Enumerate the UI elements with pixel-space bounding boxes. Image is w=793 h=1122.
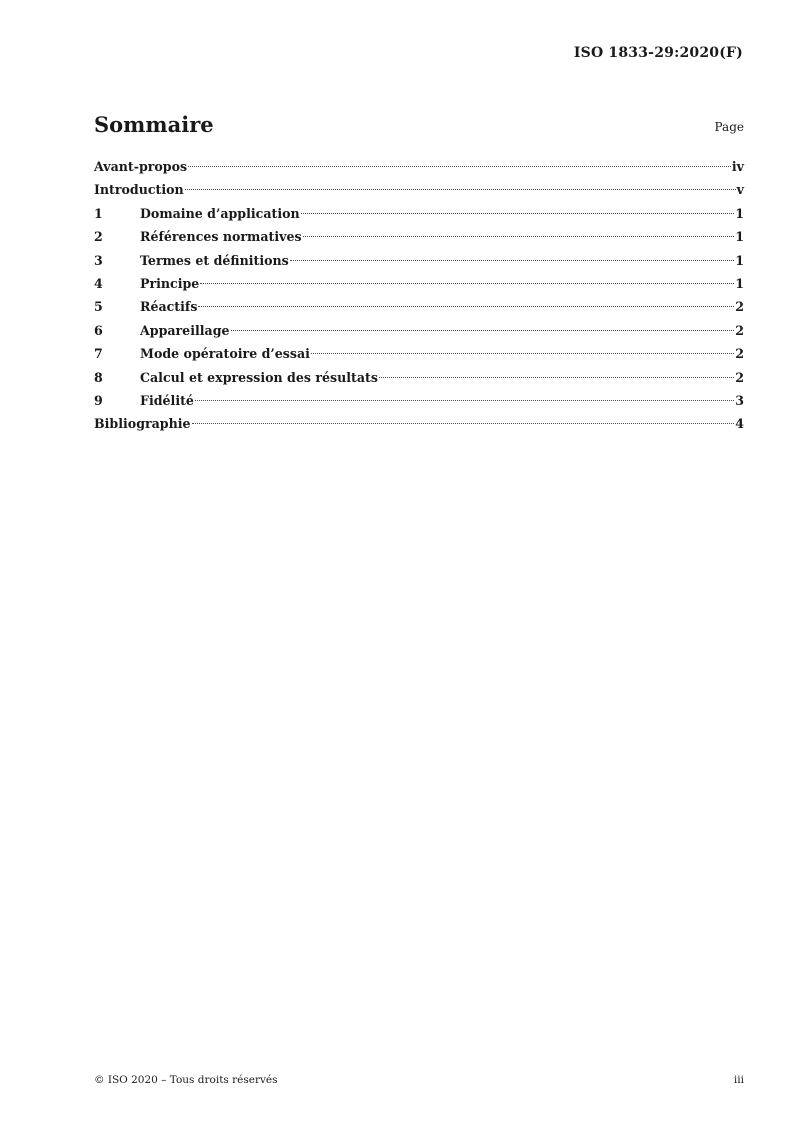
toc-entry-references-normatives[interactable] xyxy=(94,225,744,248)
toc-entry-reactifs[interactable] xyxy=(94,295,744,318)
toc-entry-page: 1 xyxy=(735,229,744,245)
toc-entry-avant-propos[interactable] xyxy=(94,155,744,178)
toc-entry-page: 4 xyxy=(735,416,744,432)
toc-entry-label: Principe xyxy=(140,275,200,291)
document-reference: ISO 1833-29:2020(F) xyxy=(573,45,743,61)
dot-leader xyxy=(301,213,735,214)
toc-entry-bibliographie[interactable] xyxy=(94,412,744,435)
toc-entry-label: Références normatives xyxy=(140,229,302,245)
dot-leader xyxy=(311,353,734,354)
toc-entry-page: 2 xyxy=(735,369,744,385)
dot-leader xyxy=(303,236,735,237)
toc-heading xyxy=(94,112,744,142)
toc-entry-page: 2 xyxy=(735,299,744,315)
dot-leader xyxy=(379,377,734,378)
toc-entry-calcul-resultats[interactable] xyxy=(94,366,744,389)
toc-page-column-label: Page xyxy=(714,120,744,134)
dot-leader xyxy=(290,260,734,261)
toc-entry-principe[interactable] xyxy=(94,272,744,295)
dot-leader xyxy=(195,400,734,401)
toc-entry-page: 1 xyxy=(735,252,744,268)
toc-entry-number: 2 xyxy=(94,229,103,245)
toc-entry-label: Termes et définitions xyxy=(140,252,289,268)
toc-title: Sommaire xyxy=(94,112,214,137)
toc-entry-label: Mode opératoire d’essai xyxy=(140,346,310,362)
toc-entry-introduction[interactable] xyxy=(94,178,744,201)
dot-leader xyxy=(200,283,734,284)
toc-entry-number: 9 xyxy=(94,392,103,408)
page-footer xyxy=(94,1074,744,1090)
toc-entry-number: 5 xyxy=(94,299,103,315)
toc-entry-label: Appareillage xyxy=(140,322,230,338)
toc-entry-label: Domaine d’application xyxy=(140,205,300,221)
toc-entry-domaine-application[interactable] xyxy=(94,202,744,225)
toc-entry-number: 7 xyxy=(94,346,103,362)
table-of-contents xyxy=(94,155,744,436)
toc-entry-page: 2 xyxy=(735,346,744,362)
dot-leader xyxy=(198,306,734,307)
toc-entry-termes-definitions[interactable] xyxy=(94,249,744,272)
toc-entry-number: 6 xyxy=(94,322,103,338)
toc-entry-number: 1 xyxy=(94,205,103,221)
toc-entry-page: iv xyxy=(731,159,744,174)
toc-entry-number: 3 xyxy=(94,252,103,268)
toc-entry-label: Avant-propos xyxy=(94,159,188,174)
toc-entry-number: 8 xyxy=(94,369,103,385)
toc-entry-page: 1 xyxy=(735,275,744,291)
toc-entry-label: Introduction xyxy=(94,182,184,198)
copyright-notice: © ISO 2020 – Tous droits réservés xyxy=(94,1074,278,1086)
toc-entry-label: Bibliographie xyxy=(94,416,191,432)
toc-entry-mode-operatoire[interactable] xyxy=(94,342,744,365)
dot-leader xyxy=(185,189,736,190)
dot-leader xyxy=(231,330,735,331)
toc-entry-page: 3 xyxy=(735,392,744,408)
toc-entry-page: v xyxy=(736,182,744,198)
page-number: iii xyxy=(733,1074,744,1086)
toc-entry-appareillage[interactable] xyxy=(94,319,744,342)
toc-entry-fidelite[interactable] xyxy=(94,389,744,412)
dot-leader xyxy=(192,423,735,424)
toc-entry-page: 1 xyxy=(735,205,744,221)
toc-entry-label: Calcul et expression des résultats xyxy=(140,369,378,385)
toc-entry-label: Fidélité xyxy=(140,392,194,408)
toc-entry-page: 2 xyxy=(735,322,744,338)
toc-entry-number: 4 xyxy=(94,275,103,291)
toc-entry-label: Réactifs xyxy=(140,299,198,315)
dot-leader xyxy=(188,166,731,167)
